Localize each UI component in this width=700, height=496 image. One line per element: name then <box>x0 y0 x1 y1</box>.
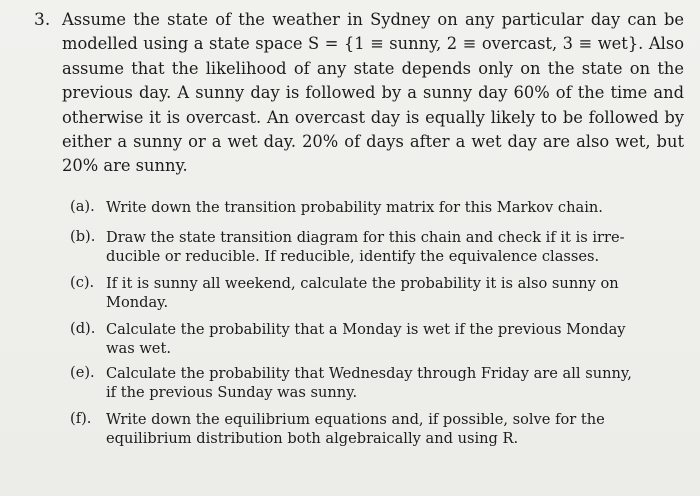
part-text <box>106 364 670 402</box>
part-e <box>70 364 670 410</box>
part-text <box>106 198 670 217</box>
part-line: Write down the transition probability matrix for this Markov chain. <box>106 199 603 216</box>
part-line: was wet. <box>106 340 171 357</box>
part-label: (d). <box>70 320 96 337</box>
part-line: if the previous Sunday was sunny. <box>106 384 358 401</box>
part-line: ducible or reducible. If reducible, identify the equivalence classes. <box>106 248 600 265</box>
part-label: (f). <box>70 410 92 427</box>
intro-line: modelled using a state space S = {1 ≡ sunny, 2 ≡ overcast, 3 ≡ wet}. Also <box>62 34 684 54</box>
part-text <box>106 228 670 266</box>
question-parts <box>70 198 670 454</box>
intro-line: assume that the likelihood of any state depends only on the state on the <box>62 58 684 78</box>
intro-line: previous day. A sunny day is followed by a sunny day 60% of the time and <box>62 83 684 103</box>
part-line: Draw the state transition diagram for this chain and check if it is irre- <box>106 229 625 246</box>
part-b <box>70 228 670 274</box>
part-label: (c). <box>70 274 95 291</box>
part-f <box>70 410 670 454</box>
part-text <box>106 410 670 448</box>
part-line: Monday. <box>106 294 169 311</box>
part-line: equilibrium distribution both algebraically and using R. <box>106 430 519 447</box>
part-a <box>70 198 670 228</box>
part-line: If it is sunny all weekend, calculate the probability it is also sunny on <box>106 275 619 292</box>
intro-line: 20% are sunny. <box>62 156 188 176</box>
intro-line: either a sunny or a wet day. 20% of days after a wet day are also wet, but <box>62 132 684 152</box>
intro-line: Assume the state of the weather in Sydney on any particular day can be <box>62 10 684 29</box>
intro-line: otherwise it is overcast. An overcast day is equally likely to be followed by <box>62 107 684 127</box>
part-line: Write down the equilibrium equations and, if possible, solve for the <box>106 411 605 428</box>
part-text <box>106 274 670 312</box>
part-text <box>106 320 670 358</box>
question-intro <box>62 8 684 179</box>
part-label: (a). <box>70 198 95 215</box>
part-line: Calculate the probability that Wednesday through Friday are all sunny, <box>106 365 632 382</box>
part-line: Calculate the probability that a Monday is wet if the previous Monday <box>106 321 626 338</box>
part-c <box>70 274 670 320</box>
part-d <box>70 320 670 364</box>
part-label: (b). <box>70 228 96 245</box>
part-label: (e). <box>70 364 95 381</box>
question-number: 3. <box>34 10 51 30</box>
